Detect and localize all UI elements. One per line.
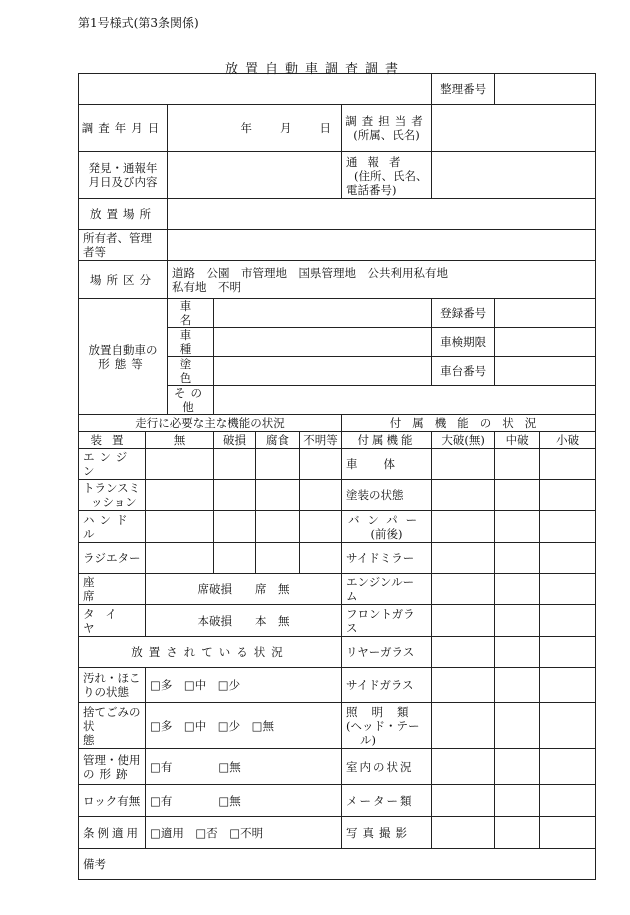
shashin-shoha[interactable] <box>540 817 596 849</box>
shaken-kigen-label: 車検期限 <box>432 328 495 357</box>
bumper-daiha[interactable] <box>432 511 495 543</box>
handle-fumei[interactable] <box>300 511 342 543</box>
engine-room-daiha[interactable] <box>432 574 495 605</box>
item-tire: タイヤ <box>79 605 146 637</box>
toshoku-field[interactable] <box>214 357 432 386</box>
shatai-shoha[interactable] <box>540 449 596 480</box>
engine-nashi[interactable] <box>146 449 214 480</box>
toroku-bango-field[interactable] <box>495 299 596 328</box>
handle-fushoku[interactable] <box>256 511 300 543</box>
tsuhosha-field[interactable] <box>432 152 596 199</box>
item-shitsunai: 室内の状況 <box>342 749 432 785</box>
item-sutegomi: 捨てごみの 状態 <box>79 703 146 749</box>
kanri-options[interactable]: □有 □無 <box>146 749 342 785</box>
radiator-nashi[interactable] <box>146 543 214 574</box>
item-seat: 座席 <box>79 574 146 605</box>
radiator-fumei[interactable] <box>300 543 342 574</box>
day-label: 日 <box>319 121 331 135</box>
shamei-field[interactable] <box>214 299 432 328</box>
side-glass-daiha[interactable] <box>432 668 495 703</box>
item-shatai: 車体 <box>342 449 432 480</box>
item-handle: ハンドル <box>79 511 146 543</box>
engine-fumei[interactable] <box>300 449 342 480</box>
item-front-glass: フロントガラ ス <box>342 605 432 637</box>
hakken-label: 発見・通報年 月日及び内容 <box>79 152 168 199</box>
chousa-date-field[interactable] <box>168 105 342 152</box>
keitai-sonota: その他 <box>168 386 214 415</box>
rear-glass-shoha[interactable] <box>540 637 596 668</box>
col-souchi: 装置 <box>79 432 146 449</box>
transmission-nashi[interactable] <box>146 480 214 511</box>
year-label: 年 <box>240 121 252 135</box>
section-right-title: 付属機能の状況 <box>342 415 596 432</box>
seat-status[interactable]: 席破損 席 無 <box>146 574 342 605</box>
handle-hason[interactable] <box>214 511 256 543</box>
engine-hason[interactable] <box>214 449 256 480</box>
engine-room-shoha[interactable] <box>540 574 596 605</box>
shashu-field[interactable] <box>214 328 432 357</box>
item-bumper: バンパー (前後) <box>342 511 432 543</box>
bumper-shoha[interactable] <box>540 511 596 543</box>
section-left-title: 走行に必要な主な機能の状況 <box>79 415 342 432</box>
keitai-shamei: 車名 <box>168 299 214 328</box>
engine-room-chuha[interactable] <box>495 574 540 605</box>
tsuhosha-label: 通報者 (住所、氏名、 電話番号) <box>342 152 432 199</box>
rear-glass-chuha[interactable] <box>495 637 540 668</box>
shashin-chuha[interactable] <box>495 817 540 849</box>
form-number: 第1号様式(第3条関係) <box>78 16 199 30</box>
item-transmission: トランスミ ッション <box>79 480 146 511</box>
front-glass-chuha[interactable] <box>495 605 540 637</box>
item-lock: ロック有無 <box>79 785 146 817</box>
shoyusha-field[interactable] <box>168 230 596 261</box>
side-glass-shoha[interactable] <box>540 668 596 703</box>
radiator-fushoku[interactable] <box>256 543 300 574</box>
shitsunai-chuha[interactable] <box>495 749 540 785</box>
front-glass-daiha[interactable] <box>432 605 495 637</box>
jorei-options[interactable]: □適用 □否 □不明 <box>146 817 342 849</box>
item-side-glass: サイドガラス <box>342 668 432 703</box>
item-engine-room: エンジンルー ム <box>342 574 432 605</box>
month-label: 月 <box>280 121 292 135</box>
keitai-label: 放置自動車の 形態等 <box>79 299 168 415</box>
transmission-fumei[interactable] <box>300 480 342 511</box>
hakken-field[interactable] <box>168 152 342 199</box>
shitsunai-daiha[interactable] <box>432 749 495 785</box>
keitai-toshoku: 塗色 <box>168 357 214 386</box>
shaken-kigen-field[interactable] <box>495 328 596 357</box>
transmission-hason[interactable] <box>214 480 256 511</box>
lock-options[interactable]: □有 □無 <box>146 785 342 817</box>
radiator-hason[interactable] <box>214 543 256 574</box>
engine-fushoku[interactable] <box>256 449 300 480</box>
shadai-bango-label: 車台番号 <box>432 357 495 386</box>
side-glass-chuha[interactable] <box>495 668 540 703</box>
toso-chuha[interactable] <box>495 480 540 511</box>
houchi-jokyo-title: 放置されている状況 <box>79 637 342 668</box>
form-title: 放置自動車調査調書 <box>224 62 405 77</box>
shashin-daiha[interactable] <box>432 817 495 849</box>
toso-shoha[interactable] <box>540 480 596 511</box>
meter-chuha[interactable] <box>495 785 540 817</box>
col-fushoku: 腐食 <box>256 432 300 449</box>
sonota-field[interactable] <box>214 386 596 415</box>
item-rear-glass: リヤーガラス <box>342 637 432 668</box>
keitai-shashu: 車種 <box>168 328 214 357</box>
col-daiha: 大破(無) <box>432 432 495 449</box>
item-shomei: 照明類 (ヘッド・テー ル) <box>342 703 432 749</box>
shomei-chuha[interactable] <box>495 703 540 749</box>
side-mirror-chuha[interactable] <box>495 543 540 574</box>
col-shoha: 小破 <box>540 432 596 449</box>
meter-daiha[interactable] <box>432 785 495 817</box>
blank-header-cell <box>79 74 432 105</box>
houchi-basho-label: 放置場所 <box>79 199 168 230</box>
shomei-shoha[interactable] <box>540 703 596 749</box>
item-jorei: 条例適用 <box>79 817 146 849</box>
transmission-fushoku[interactable] <box>256 480 300 511</box>
rear-glass-daiha[interactable] <box>432 637 495 668</box>
shatai-chuha[interactable] <box>495 449 540 480</box>
tire-status[interactable]: 本破損 本 無 <box>146 605 342 637</box>
item-radiator: ラジエター <box>79 543 146 574</box>
shatai-daiha[interactable] <box>432 449 495 480</box>
toso-daiha[interactable] <box>432 480 495 511</box>
item-engine: エンジン <box>79 449 146 480</box>
item-side-mirror: サイドミラー <box>342 543 432 574</box>
front-glass-shoha[interactable] <box>540 605 596 637</box>
survey-form-table <box>78 73 596 880</box>
col-fumei: 不明等 <box>300 432 342 449</box>
col-nashi: 無 <box>146 432 214 449</box>
shitsunai-shoha[interactable] <box>540 749 596 785</box>
meter-shoha[interactable] <box>540 785 596 817</box>
shoyusha-label: 所有者、管理 者等 <box>79 230 168 261</box>
item-shashin: 写真撮影 <box>342 817 432 849</box>
yogore-options[interactable]: □多 □中 □少 <box>146 668 342 703</box>
side-mirror-shoha[interactable] <box>540 543 596 574</box>
item-toso: 塗装の状態 <box>342 480 432 511</box>
seiri-bango-field[interactable] <box>495 74 596 105</box>
tantousha-field[interactable] <box>432 105 596 152</box>
tantousha-label: 調査担当者 (所属、氏名) <box>342 105 432 152</box>
biko-field[interactable]: 備考 <box>79 849 596 880</box>
handle-nashi[interactable] <box>146 511 214 543</box>
item-meter: メーター類 <box>342 785 432 817</box>
side-mirror-daiha[interactable] <box>432 543 495 574</box>
col-chuha: 中破 <box>495 432 540 449</box>
col-fuzoku: 付属機能 <box>342 432 432 449</box>
basho-kubun-options[interactable]: 道路 公園 市管理地 国県管理地 公共利用私有地 私有地 不明 <box>168 261 596 299</box>
bumper-chuha[interactable] <box>495 511 540 543</box>
shomei-daiha[interactable] <box>432 703 495 749</box>
basho-kubun-label: 場所区分 <box>79 261 168 299</box>
item-yogore: 汚れ・ほこ りの状態 <box>79 668 146 703</box>
shadai-bango-field[interactable] <box>495 357 596 386</box>
chousa-nengappi-label: 調査年月日 <box>79 105 168 152</box>
seiri-bango-label: 整理番号 <box>432 74 495 105</box>
sutegomi-options[interactable]: □多 □中 □少 □無 <box>146 703 342 749</box>
item-kanri: 管理・使用 の形跡 <box>79 749 146 785</box>
col-hason: 破損 <box>214 432 256 449</box>
houchi-basho-field[interactable] <box>168 199 596 230</box>
toroku-bango-label: 登録番号 <box>432 299 495 328</box>
